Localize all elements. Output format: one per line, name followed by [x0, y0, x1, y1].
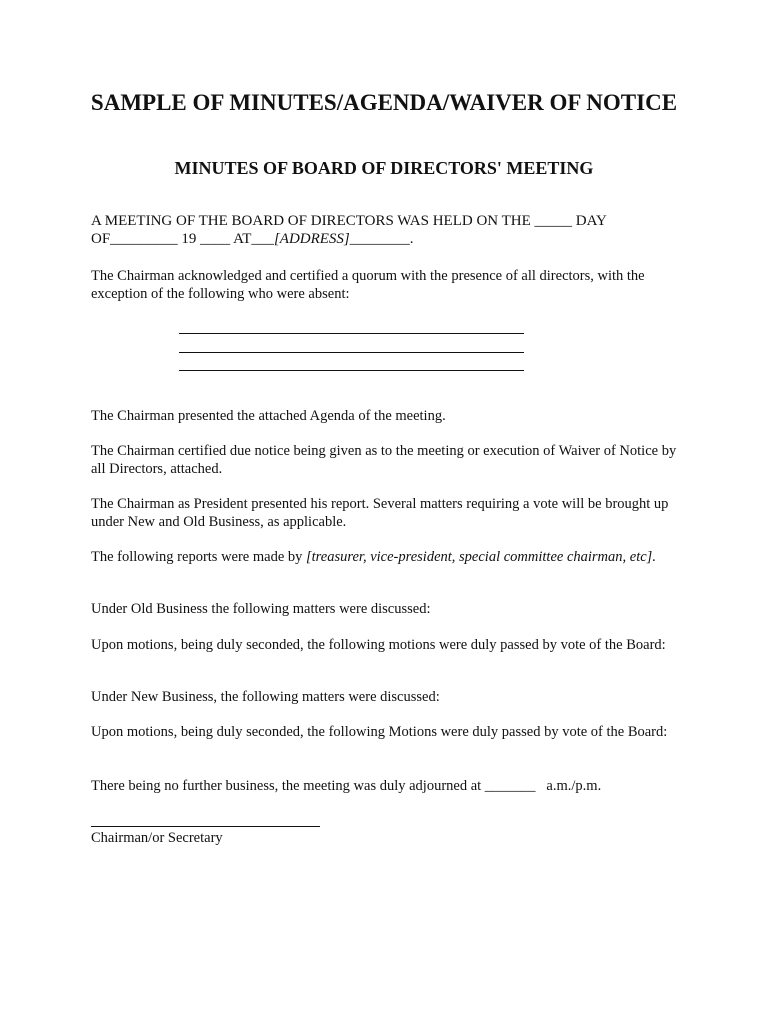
absent-director-line-2	[179, 352, 524, 353]
signature-line	[91, 826, 320, 827]
meeting-held-paragraph	[91, 212, 691, 248]
notice-paragraph: The Chairman certified due notice being given as to the meeting or execution of Waiver of Notice by all Directors, attached.	[91, 443, 677, 477]
reports-paragraph	[91, 548, 691, 566]
meeting-address-placeholder: [ADDRESS]	[273, 231, 350, 247]
meeting-held-line2-end: ________.	[349, 231, 414, 247]
document-subtitle: MINUTES OF BOARD OF DIRECTORS' MEETING	[174, 158, 594, 178]
absent-director-line-1	[179, 333, 524, 334]
new-business-paragraph: Under New Business, the following matters were discussed:	[91, 689, 440, 705]
meeting-held-line1: A MEETING OF THE BOARD OF DIRECTORS WAS HELD ON THE _____ DAY	[91, 213, 607, 229]
absent-director-line-3	[179, 370, 524, 371]
reports-placeholder: [treasurer, vice-president, special committee chairman, etc].	[306, 549, 656, 565]
old-motions-paragraph: Upon motions, being duly seconded, the following motions were duly passed by vote of the Board:	[91, 637, 666, 653]
reports-prefix: The following reports were made by	[91, 549, 307, 565]
meeting-held-line2-start: OF_________ 19 ____ AT___	[91, 231, 274, 247]
old-business-paragraph: Under Old Business the following matters were discussed:	[91, 601, 431, 617]
quorum-paragraph: The Chairman acknowledged and certified a quorum with the presence of all directors, with the exception of the following who were absent:	[91, 268, 645, 302]
document-title: SAMPLE OF MINUTES/AGENDA/WAIVER OF NOTICE	[90, 90, 678, 115]
new-motions-paragraph: Upon motions, being duly seconded, the following Motions were duly passed by vote of the Board:	[91, 724, 668, 740]
signature-label: Chairman/or Secretary	[91, 830, 223, 846]
adjourned-paragraph: There being no further business, the meeting was duly adjourned at _______ a.m./p.m.	[91, 778, 602, 794]
agenda-paragraph: The Chairman presented the attached Agenda of the meeting.	[91, 408, 446, 424]
president-report-paragraph: The Chairman as President presented his report. Several matters requiring a vote will be brought up under New and Old Business, as applicable.	[91, 496, 669, 530]
